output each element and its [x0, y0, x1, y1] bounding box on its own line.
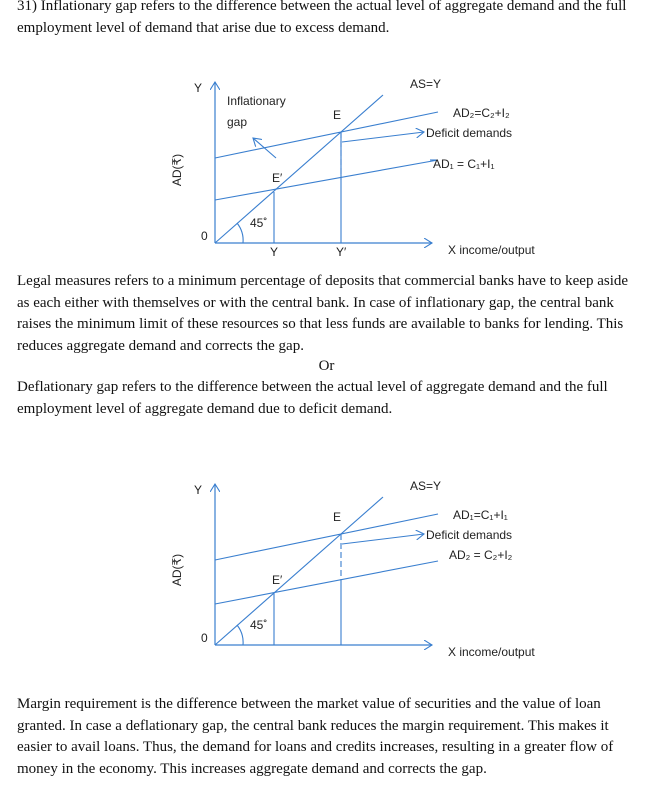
deficit-pointer-arrow: [342, 534, 424, 544]
or-separator: Or: [318, 358, 335, 374]
y-axis-label: AD(₹): [170, 553, 184, 587]
ad2-label: AD₂=C₂+I₂: [453, 106, 510, 120]
ad1-line: [215, 514, 438, 560]
point-e-label: E: [333, 108, 342, 122]
as-45-degree-line: [215, 497, 383, 645]
deflationary-gap-text: Deflationary gap refers to the difference between the actual level of aggregate demand and the full employment level of aggregate demand due to deficit demand.: [17, 379, 608, 417]
y-axis-top-label: Y: [194, 81, 203, 95]
ad1-label: AD₁=C₁+I₁: [453, 508, 508, 522]
as-label: AS=Y: [410, 77, 442, 91]
angle-arc: [237, 223, 243, 243]
x-tick-y-prime: Y′: [336, 245, 347, 259]
angle-arc: [237, 625, 243, 645]
question-text: 31) Inflationary gap refers to the difference between the actual level of aggregate demand and the full employment level of demand that arise due to excess demand.: [17, 0, 627, 36]
deficit-pointer-arrow: [342, 132, 424, 142]
x-axis-label: X income/output: [448, 645, 535, 659]
ad1-line: [215, 160, 438, 200]
ad2-line: [215, 561, 438, 604]
deficit-demands-label: Deficit demands: [426, 528, 513, 542]
as-label: AS=Y: [410, 479, 442, 493]
y-axis-top-label: Y: [194, 483, 203, 497]
angle-label: 45˚: [250, 618, 268, 632]
origin-label: 0: [201, 229, 208, 243]
gap-pointer-arrow: [253, 138, 276, 158]
point-e-label: E: [333, 510, 342, 524]
x-axis-label: X income/output: [448, 243, 535, 257]
gap-label-line2: gap: [227, 115, 248, 129]
ad2-line: [215, 112, 438, 158]
origin-label: 0: [201, 631, 208, 645]
angle-label: 45˚: [250, 216, 268, 230]
ad1-label: AD₁ = C₁+I₁: [433, 157, 495, 171]
ad2-label: AD₂ = C₂+I₂: [449, 548, 513, 562]
point-e-prime-label: E′: [272, 573, 283, 587]
x-tick-y: Y: [270, 245, 279, 259]
y-axis-label: AD(₹): [170, 153, 184, 187]
deficit-demands-label: Deficit demands: [426, 126, 513, 140]
inflationary-gap-diagram: [0, 70, 653, 270]
gap-label-line1: Inflationary: [227, 94, 286, 108]
point-e-prime-label: E′: [272, 171, 283, 185]
margin-requirement-text: Margin requirement is the difference between the market value of securities and the value of loan granted. In case a deflationary gap, the central bank reduces the margin requirement. This makes it easier to avail loans. Thus, the demand for loans and credits increases, resulting in a greater flow of money in the economy. This increases aggregate demand and corrects the gap.: [17, 696, 614, 777]
deflationary-gap-diagram: [0, 472, 653, 672]
legal-measures-text: Legal measures refers to a minimum percentage of deposits that commercial banks have to keep aside as each either with themselves or with the central bank. In case of inflationary gap, the central bank raises the minimum limit of these resources so that less funds are available to banks for lending. This reduces aggregate demand and corrects the gap.: [17, 273, 629, 354]
